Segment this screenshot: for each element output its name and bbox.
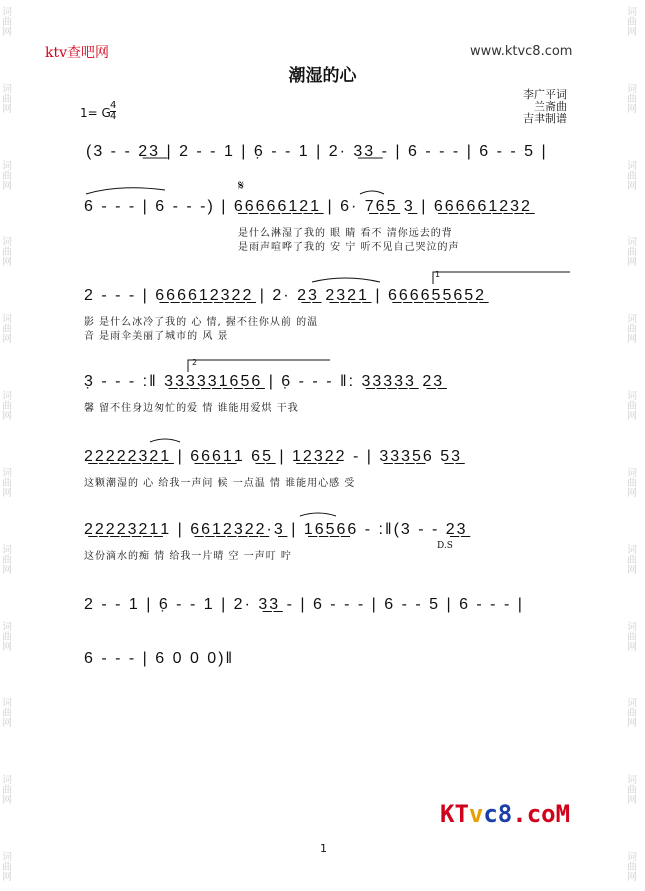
lyric-row-4: 馨 留不住身边匆忙的爱 情 谁能用爱烘 干我	[84, 403, 299, 414]
right-watermark-column: 词曲网 词曲网 词曲网 词曲网 词曲网 词曲网 词曲网 词曲网 词曲网 词曲网 词曲网 词曲网	[627, 7, 637, 883]
page-title: 潮湿的心	[288, 66, 357, 86]
score-row-7: 2 - - 1 | 6̣ - - 1 | 2· 3̲3̲ - | 6 - - - | 6 - - 5 | 6 - - - |	[84, 596, 524, 613]
key-signature: 1= G	[80, 106, 111, 120]
composer-credit: 兰斋曲	[534, 100, 567, 113]
lyric-row-2-verse-2: 是雨声喧哗了我的 安 宁 听不见自己哭泣的声	[238, 242, 460, 253]
slur-row-6	[300, 513, 336, 516]
score-row-8: 6 - - - | 6 0 0 0)‖	[84, 650, 235, 667]
volta-2-number: 2	[192, 358, 198, 367]
dal-segno-mark: D.S	[437, 541, 453, 551]
lyric-row-6: 这份滴水的痴 情 给我一片晴 空 一声叮 咛	[84, 551, 292, 562]
score-row-4: 3̣ - - - :‖ 3̲3̲3̲3̲3̲1̲6̲5̲6̲ | 6̣ - - - ‖: 3̲3̲3̲3̲3̲ 2̲3̲	[84, 373, 445, 390]
slur-row-5	[150, 439, 180, 442]
brand-logo: KTvc8.coM	[440, 800, 571, 828]
slur-row-2-b	[360, 191, 384, 194]
score-row-5: 2̲2̲2̲2̲2̲3̲2̲1̲ | 6̲6̲6̲1̲1 6̲5̲ | 1̲2̲3̲2̲2 - | 3̲3̲3̲5̲6 5̲3̲	[84, 448, 463, 465]
volta-2-bracket	[188, 360, 330, 372]
lyric-row-3-verse-2: 音 是雨伞美丽了城市的 风 景	[84, 331, 229, 342]
score-row-1: (3 - - 2͟3͟ | 2 - - 1 | 6̣ - - 1 | 2· 3͟3͟ - | 6 - - - | 6 - - 5 |	[86, 143, 548, 160]
arranger-credit: 吉聿制谱	[523, 112, 567, 125]
time-signature: 4 4	[110, 100, 117, 122]
slur-row-3	[312, 278, 380, 282]
site-url: www.ktvc8.com	[470, 44, 573, 59]
lyric-row-5: 这颗潮湿的 心 给我一声问 候 一点温 情 谁能用心感 受	[84, 478, 356, 489]
lyric-row-2-verse-1: 是什么淋湿了我的 眼 睛 看不 清你远去的背	[238, 228, 453, 239]
slur-row-2-a	[86, 188, 165, 194]
score-row-3: 2 - - - | 6̲6̲6̲6̲1̲2̲3̲2̲2̲ | 2· 2̲3̲ 2̲3̲2̲1̲ | 6̲6̲6̲6̲5̲5̲6̲5̲2̲	[84, 287, 487, 304]
site-name-left: ktv查吧网	[45, 45, 110, 61]
score-row-2: 6 - - - | 6 - - -) | 6̲6̲6̲6̲6̲1̲2̲1̲ | 6· 7̲6̲5̲ 3̲ | 6̲6̲6̲6̲6̲1̲2̲3̲2̲	[84, 198, 532, 215]
segno-sign: 𝄋	[238, 178, 245, 194]
score-row-6: 2̲2̲2̲2̲3̲2̲1̲1 | 6̲6̲1̲2̲3̲2̲2̲·3̲ | 1̲6̲5̲6̲6 - :‖(3 - - 2̲3̲	[84, 521, 468, 538]
volta-1-bracket	[433, 272, 570, 284]
volta-1-number: 1	[435, 270, 441, 279]
lyricist-credit: 李广平词	[523, 88, 567, 101]
lyric-row-3-verse-1: 影 是什么冰冷了我的 心 情, 握不往你从前 的温	[84, 317, 319, 328]
left-watermark-column: 词曲网 词曲网 词曲网 词曲网 词曲网 词曲网 词曲网 词曲网 词曲网 词曲网 词曲网 词曲网	[2, 7, 12, 883]
page-number: 1	[320, 842, 327, 855]
